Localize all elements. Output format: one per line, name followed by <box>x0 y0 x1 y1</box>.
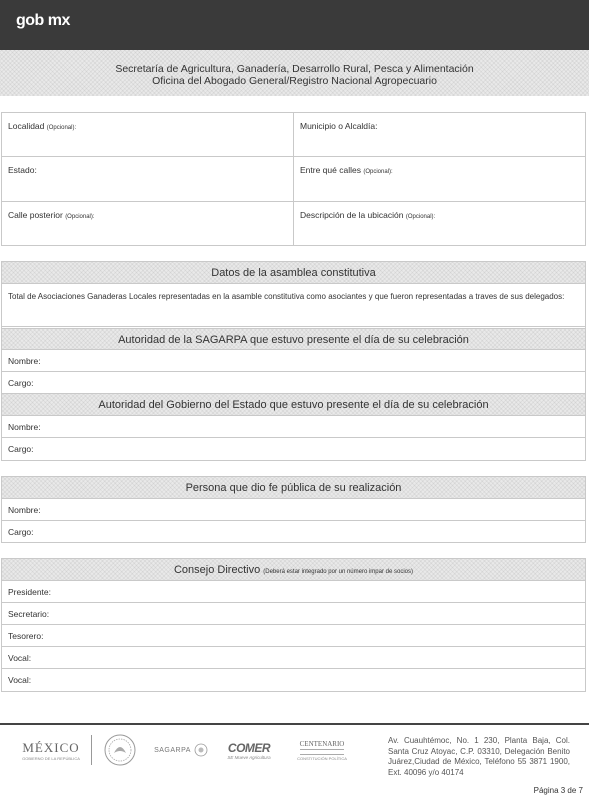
total-asociaciones-text: Total de Asociaciones Ganaderas Locales representadas en la asamble constitutiva como asociantes y que fueron representadas a traves de sus delegados: <box>8 292 565 301</box>
fe-publica-cargo-field[interactable]: Cargo: <box>8 527 34 537</box>
gobierno-cargo-field[interactable]: Cargo: <box>8 444 34 454</box>
descripcion-note: (Opcional): <box>405 214 436 220</box>
centenario-ornament <box>300 749 344 755</box>
comer-logo-text: COMER <box>227 740 271 755</box>
descripcion-label: Descripción de la ubicación <box>300 210 404 220</box>
consejo-title-text: Consejo Directivo <box>173 564 261 576</box>
footer-logos <box>18 732 378 768</box>
mexico-logo <box>18 732 84 768</box>
sagarpa-nombre-field[interactable]: Nombre: <box>2 350 585 372</box>
escudo-icon <box>88 732 94 768</box>
tesorero-field[interactable]: Tesorero: <box>2 625 585 647</box>
descripcion-field[interactable] <box>294 202 585 245</box>
gobierno-nombre-field[interactable]: Nombre: <box>2 416 585 438</box>
calle-posterior-note: (Opcional): <box>65 214 95 220</box>
localidad-note: (Opcional): <box>46 125 77 131</box>
fe-publica-title: Persona que dio fe pública de su realización <box>2 477 585 499</box>
organization-line-1: Secretaría de Agricultura, Ganadería, Desarrollo Rural, Pesca y Alimentación <box>115 63 474 75</box>
calle-posterior-label: Calle posterior <box>8 210 63 220</box>
gobmx-logo: gob mx <box>16 12 70 29</box>
comer-logo-subtext: SE Mueve Agricultura <box>227 754 271 760</box>
estado-field[interactable] <box>2 157 294 202</box>
asamblea-section <box>1 261 586 461</box>
sagarpa-cargo-field[interactable]: Cargo: <box>2 372 585 394</box>
calle-posterior-field[interactable] <box>2 202 294 245</box>
location-grid <box>1 112 586 246</box>
centenario-logo-subtext: CONSTITUCIÓN POLÍTICA <box>297 755 347 761</box>
vocal-2-field[interactable]: Vocal: <box>8 675 32 685</box>
total-asociaciones-field[interactable] <box>2 306 585 327</box>
entre-calles-field[interactable] <box>294 157 585 202</box>
entre-calles-note: (Opcional): <box>363 169 393 175</box>
organization-line-2: Oficina del Abogado General/Registro Nacional Agropecuario <box>152 75 437 87</box>
mexico-logo-subtext: GOBIERNO DE LA REPÚBLICA <box>22 755 80 761</box>
centenario-logo-text: CENTENARIO <box>299 739 345 748</box>
centenario-logo <box>288 732 356 768</box>
fe-publica-nombre-field[interactable]: Nombre: <box>2 499 585 521</box>
secretario-field[interactable]: Secretario: <box>2 603 585 625</box>
sagarpa-logo <box>152 732 210 768</box>
organization-header <box>0 50 589 96</box>
vocal-1-field[interactable]: Vocal: <box>2 647 585 669</box>
mexico-seal-icon <box>100 732 140 768</box>
sagarpa-authority-title: Autoridad de la SAGARPA que estuvo presente el día de su celebración <box>2 328 585 350</box>
sagarpa-logo-text: SAGARPA <box>154 746 191 754</box>
consejo-directivo-section <box>1 558 586 692</box>
top-bar <box>0 0 589 50</box>
entre-calles-label: Entre qué calles <box>300 165 361 175</box>
sagarpa-seal-icon <box>194 743 208 757</box>
asamblea-title: Datos de la asamblea constitutiva <box>2 262 585 284</box>
municipio-label: Municipio o Alcaldía: <box>300 121 378 131</box>
localidad-field[interactable] <box>2 113 294 157</box>
consejo-directivo-title <box>2 559 585 581</box>
estado-label: Estado: <box>8 165 37 175</box>
consejo-title-note: (Deberá estar integrado por un número impar de socios) <box>263 569 413 575</box>
municipio-field[interactable] <box>294 113 585 157</box>
mexico-logo-text: MÉXICO <box>22 739 80 755</box>
footer-address: Av. Cuauhtémoc, No. 1 230, Planta Baja, Col. Santa Cruz Atoyac, C.P. 03310, Delegación Benito Juárez,Ciudad de México, Teléfono 55 3871 1900, Ext. 40096 y/o 40174 <box>388 736 570 777</box>
presidente-field[interactable]: Presidente: <box>2 581 585 603</box>
comer-logo <box>218 732 280 768</box>
footer-divider <box>0 723 589 725</box>
localidad-label: Localidad <box>8 121 45 131</box>
page-number: Página 3 de 7 <box>533 786 583 795</box>
gobierno-authority-title: Autoridad del Gobierno del Estado que estuvo presente el día de su celebración <box>2 394 585 416</box>
fe-publica-section <box>1 476 586 543</box>
